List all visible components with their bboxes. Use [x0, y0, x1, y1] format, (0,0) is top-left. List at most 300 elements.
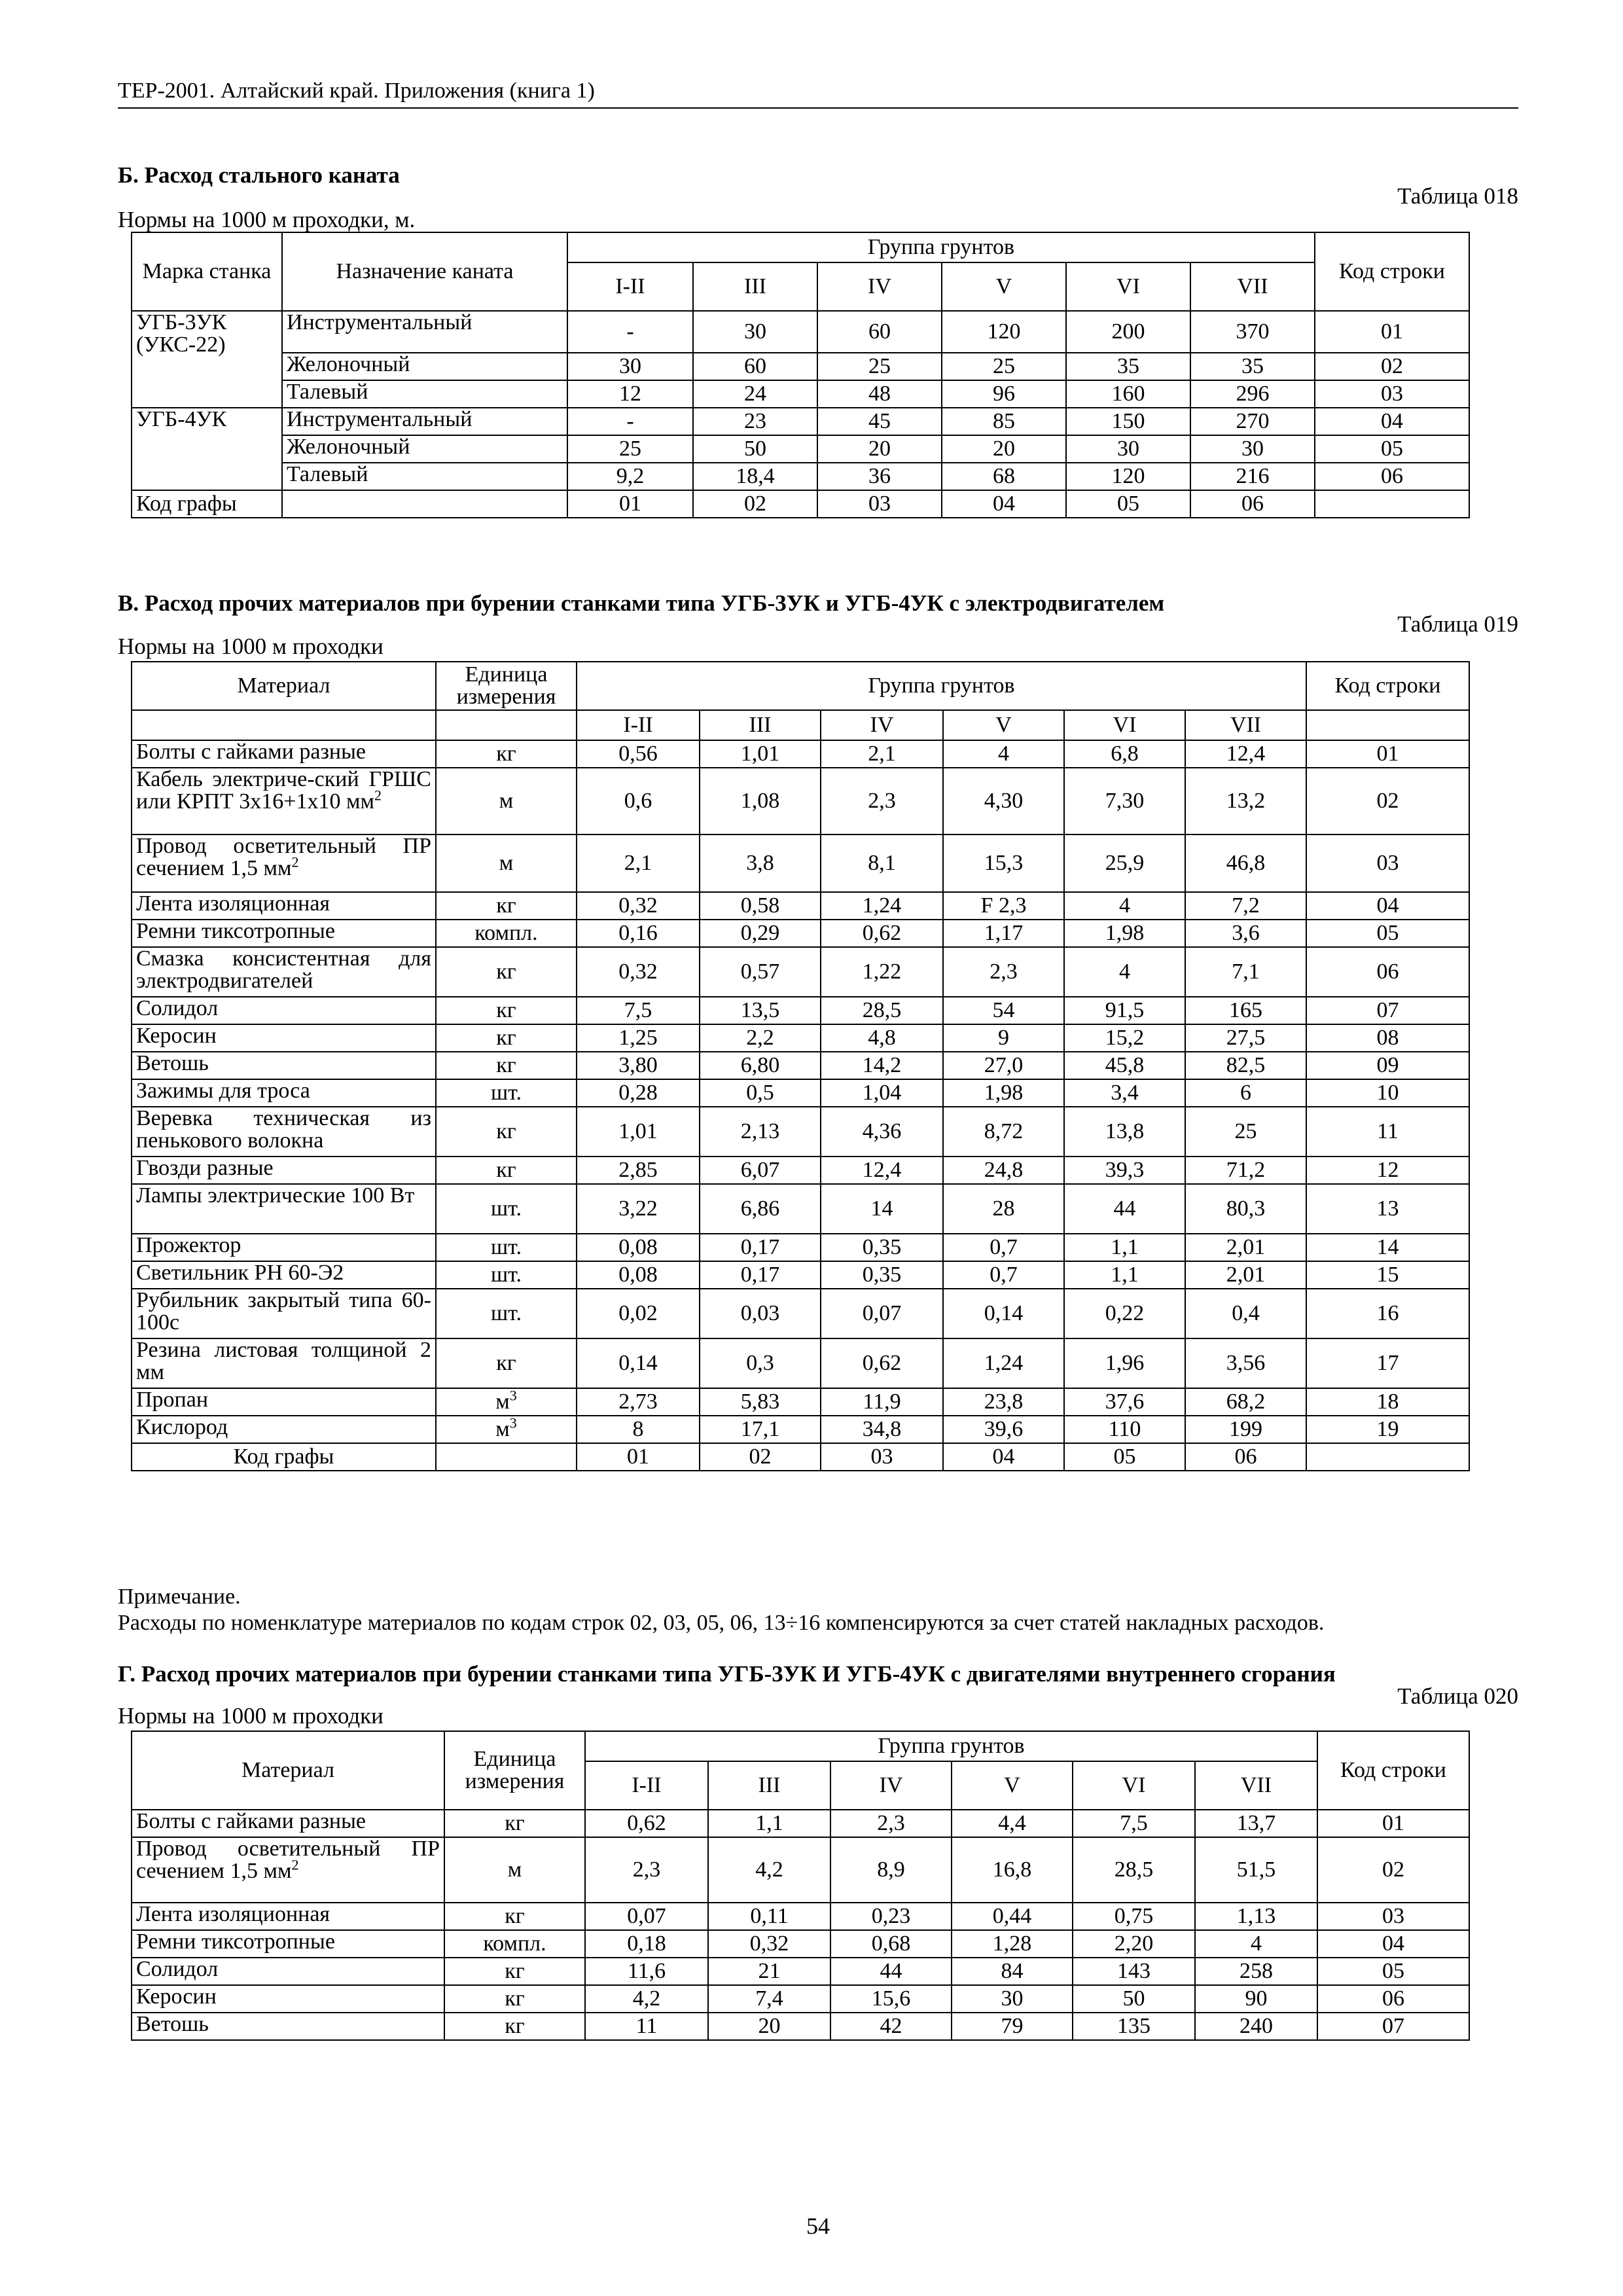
value-cell: 0,62: [585, 1810, 708, 1837]
section-g-title: Г. Расход прочих материалов при бурении станками типа УГБ-3УК И УГБ-4УК с двигателями внутреннего сгорания: [118, 1661, 1336, 1687]
value-cell: 1,96: [1064, 1338, 1185, 1388]
value-cell: 2,3: [830, 1810, 952, 1837]
value-cell: 1,13: [1195, 1903, 1317, 1930]
table-row: [132, 947, 1469, 997]
blank-cell: [132, 710, 436, 740]
column-code: 01: [567, 490, 693, 518]
value-cell: 3,4: [1064, 1079, 1185, 1107]
value-cell: 7,4: [708, 1985, 830, 2013]
value-cell: 25: [1185, 1107, 1306, 1157]
column-code: 03: [817, 490, 942, 518]
running-header: ТЕР-2001. Алтайский край. Приложения (книга 1): [118, 79, 1518, 109]
row-code: 17: [1306, 1338, 1469, 1388]
value-cell: 68: [942, 463, 1066, 490]
value-cell: 48: [817, 380, 942, 408]
value-cell: 2,3: [821, 768, 943, 834]
value-cell: 0,07: [585, 1903, 708, 1930]
value-cell: 6: [1185, 1079, 1306, 1107]
material-name: Болты с гайками разные: [132, 740, 436, 768]
value-cell: 80,3: [1185, 1184, 1306, 1234]
value-cell: 0,17: [700, 1234, 821, 1261]
material-name: Лента изоляционная: [132, 892, 436, 920]
value-cell: 3,6: [1185, 920, 1306, 947]
value-cell: 71,2: [1185, 1157, 1306, 1184]
row-code: 18: [1306, 1388, 1469, 1416]
value-cell: 2,1: [577, 834, 700, 892]
value-cell: 6,07: [700, 1157, 821, 1184]
table-row: [132, 740, 1469, 768]
group-col: VI: [1064, 710, 1185, 740]
column-code-label: Код графы: [132, 1443, 436, 1471]
value-cell: 165: [1185, 997, 1306, 1024]
value-cell: 1,25: [577, 1024, 700, 1052]
unit-cell: шт.: [436, 1184, 577, 1234]
row-code: 06: [1317, 1985, 1469, 2013]
unit-cell: м: [436, 768, 577, 834]
value-cell: 14,2: [821, 1052, 943, 1079]
group-col: VII: [1190, 262, 1315, 311]
value-cell: 8: [577, 1416, 700, 1443]
value-cell: 2,01: [1185, 1234, 1306, 1261]
rope-purpose: Талевый: [282, 463, 567, 490]
section-v-title: В. Расход прочих материалов при бурении станками типа УГБ-3УК и УГБ-4УК с электродвигателем: [118, 590, 1165, 616]
table-row: [132, 1261, 1469, 1289]
value-cell: 15,2: [1064, 1024, 1185, 1052]
value-cell: 30: [1190, 435, 1315, 463]
row-code: 08: [1306, 1024, 1469, 1052]
table-row: [132, 1052, 1469, 1079]
group-col: III: [708, 1761, 830, 1810]
value-cell: 135: [1073, 2013, 1195, 2040]
material-name: Светильник РН 60-Э2: [132, 1261, 436, 1289]
h-material: Материал: [132, 1731, 444, 1810]
value-cell: 0,35: [821, 1261, 943, 1289]
value-cell: 25: [567, 435, 693, 463]
row-code: 16: [1306, 1289, 1469, 1338]
column-code: 02: [693, 490, 817, 518]
value-cell: 1,1: [708, 1810, 830, 1837]
column-code-label: Код графы: [132, 490, 282, 518]
row-code: 05: [1317, 1958, 1469, 1985]
group-col: V: [943, 710, 1064, 740]
table-row: [132, 1388, 1469, 1416]
table-row: [132, 1184, 1469, 1234]
value-cell: 1,01: [577, 1107, 700, 1157]
value-cell: 270: [1190, 408, 1315, 435]
row-code: 06: [1315, 463, 1469, 490]
row-code: 09: [1306, 1052, 1469, 1079]
value-cell: 30: [1066, 435, 1190, 463]
column-code: 05: [1066, 490, 1190, 518]
material-name: Солидол: [132, 1958, 444, 1985]
h-soil-group: Группа грунтов: [585, 1731, 1317, 1761]
column-code: 06: [1185, 1443, 1306, 1471]
row-code: 06: [1306, 947, 1469, 997]
value-cell: 0,56: [577, 740, 700, 768]
unit-cell: м: [436, 834, 577, 892]
value-cell: 8,9: [830, 1837, 952, 1903]
value-cell: 1,24: [943, 1338, 1064, 1388]
material-name: Провод осветительный ПР сечением 1,5 $мм^2$: [132, 834, 436, 892]
value-cell: 12: [567, 380, 693, 408]
value-cell: 1,1: [1064, 1261, 1185, 1289]
value-cell: 28,5: [821, 997, 943, 1024]
value-cell: 2,85: [577, 1157, 700, 1184]
value-cell: 36: [817, 463, 942, 490]
row-code: 02: [1317, 1837, 1469, 1903]
column-code: 01: [577, 1443, 700, 1471]
table-row: [132, 920, 1469, 947]
row-code: 04: [1306, 892, 1469, 920]
table-019: [131, 661, 1470, 1471]
h-soil-group: Группа грунтов: [567, 232, 1315, 262]
value-cell: 2,01: [1185, 1261, 1306, 1289]
machine-brand: УГБ-3УК (УКС-22): [132, 311, 282, 408]
material-name: Керосин: [132, 1024, 436, 1052]
value-cell: 84: [952, 1958, 1073, 1985]
value-cell: 14: [821, 1184, 943, 1234]
unit-cell: кг: [444, 1958, 585, 1985]
value-cell: 0,14: [943, 1289, 1064, 1338]
value-cell: 0,32: [708, 1930, 830, 1958]
h-purpose: Назначение каната: [282, 232, 567, 311]
table-row: [132, 892, 1469, 920]
value-cell: 7,5: [577, 997, 700, 1024]
value-cell: 110: [1064, 1416, 1185, 1443]
value-cell: 18,4: [693, 463, 817, 490]
value-cell: 9: [943, 1024, 1064, 1052]
table-row: [132, 1930, 1469, 1958]
unit-cell: кг: [436, 1157, 577, 1184]
value-cell: 21: [708, 1958, 830, 1985]
value-cell: 296: [1190, 380, 1315, 408]
value-cell: 3,8: [700, 834, 821, 892]
table-row: [132, 408, 1469, 435]
table-018: [131, 232, 1470, 518]
value-cell: 96: [942, 380, 1066, 408]
value-cell: 17,1: [700, 1416, 821, 1443]
row-code: 02: [1315, 353, 1469, 380]
material-name: Веревка техническая из пенькового волокна: [132, 1107, 436, 1157]
value-cell: 15,6: [830, 1985, 952, 2013]
value-cell: 4,8: [821, 1024, 943, 1052]
table-row: [132, 834, 1469, 892]
value-cell: 24,8: [943, 1157, 1064, 1184]
table-row: [132, 380, 1469, 408]
rope-purpose: Желоночный: [282, 435, 567, 463]
table-row: [132, 1234, 1469, 1261]
value-cell: 7,30: [1064, 768, 1185, 834]
table-row: [132, 1416, 1469, 1443]
material-name: Керосин: [132, 1985, 444, 2013]
value-cell: 1,22: [821, 947, 943, 997]
table-row: [132, 1157, 1469, 1184]
row-code: 12: [1306, 1157, 1469, 1184]
group-col: VI: [1066, 262, 1190, 311]
blank-cell: [282, 490, 567, 518]
row-code: 03: [1315, 380, 1469, 408]
table-row: [132, 311, 1469, 353]
value-cell: 4: [943, 740, 1064, 768]
value-cell: 0,32: [577, 892, 700, 920]
value-cell: 12,4: [1185, 740, 1306, 768]
section-b-title: Б. Расход стального каната: [118, 162, 400, 188]
value-cell: 15,3: [943, 834, 1064, 892]
value-cell: 0,62: [821, 920, 943, 947]
material-name: Лента изоляционная: [132, 1903, 444, 1930]
group-col: V: [942, 262, 1066, 311]
value-cell: 0,4: [1185, 1289, 1306, 1338]
column-code: 06: [1190, 490, 1315, 518]
material-name: Прожектор: [132, 1234, 436, 1261]
blank-cell: [436, 1443, 577, 1471]
material-name: Пропан: [132, 1388, 436, 1416]
note-text: Расходы по номенклатуре материалов по кодам строк 02, 03, 05, 06, 13÷16 компенсируются за счет статей накладных расходов.: [118, 1611, 1325, 1635]
unit-cell: кг: [444, 1810, 585, 1837]
group-col: IV: [817, 262, 942, 311]
value-cell: 34,8: [821, 1416, 943, 1443]
value-cell: 0,7: [943, 1234, 1064, 1261]
value-cell: 370: [1190, 311, 1315, 353]
group-col: IV: [821, 710, 943, 740]
unit-cell: кг: [444, 1985, 585, 2013]
row-code: 01: [1317, 1810, 1469, 1837]
value-cell: 0,07: [821, 1289, 943, 1338]
value-cell: 0,29: [700, 920, 821, 947]
row-code: 02: [1306, 768, 1469, 834]
material-name: Зажимы для троса: [132, 1079, 436, 1107]
table-row: [132, 1107, 1469, 1157]
value-cell: 20: [708, 2013, 830, 2040]
group-col: VII: [1195, 1761, 1317, 1810]
unit-cell: шт.: [436, 1234, 577, 1261]
value-cell: 160: [1066, 380, 1190, 408]
value-cell: 50: [693, 435, 817, 463]
unit-cell: $м^3$: [436, 1388, 577, 1416]
value-cell: 0,08: [577, 1261, 700, 1289]
value-cell: 2,13: [700, 1107, 821, 1157]
table-row: [132, 997, 1469, 1024]
h-unit: Единица измерения: [436, 662, 577, 710]
value-cell: 9,2: [567, 463, 693, 490]
group-col: IV: [830, 1761, 952, 1810]
value-cell: 82,5: [1185, 1052, 1306, 1079]
value-cell: 4: [1064, 892, 1185, 920]
value-cell: 39,6: [943, 1416, 1064, 1443]
row-code: 14: [1306, 1234, 1469, 1261]
value-cell: 4,2: [585, 1985, 708, 2013]
table-row: [132, 1958, 1469, 1985]
value-cell: 16,8: [952, 1837, 1073, 1903]
value-cell: 199: [1185, 1416, 1306, 1443]
value-cell: 45: [817, 408, 942, 435]
note-title: Примечание.: [118, 1585, 241, 1609]
table-row: [132, 1079, 1469, 1107]
blank-cell: [1306, 710, 1469, 740]
value-cell: 120: [1066, 463, 1190, 490]
value-cell: 0,62: [821, 1338, 943, 1388]
superscript: 3: [509, 1387, 517, 1404]
value-cell: 0,16: [577, 920, 700, 947]
value-cell: 27,0: [943, 1052, 1064, 1079]
table-020-norm: Нормы на 1000 м проходки: [118, 1703, 383, 1729]
unit-cell: шт.: [436, 1261, 577, 1289]
value-cell: 143: [1073, 1958, 1195, 1985]
value-cell: 23,8: [943, 1388, 1064, 1416]
row-code: 11: [1306, 1107, 1469, 1157]
value-cell: 7,5: [1073, 1810, 1195, 1837]
unit-cell: компл.: [444, 1930, 585, 1958]
value-cell: 0,17: [700, 1261, 821, 1289]
value-cell: 1,01: [700, 740, 821, 768]
unit-cell: $м^3$: [436, 1416, 577, 1443]
blank-cell: [1306, 1443, 1469, 1471]
value-cell: 25: [817, 353, 942, 380]
table-019-norm: Нормы на 1000 м проходки: [118, 634, 383, 659]
value-cell: 23: [693, 408, 817, 435]
material-name: Ветошь: [132, 1052, 436, 1079]
row-code: 15: [1306, 1261, 1469, 1289]
material-name: Ремни тиксотропные: [132, 920, 436, 947]
material-name: Лампы электрические 100 Вт: [132, 1184, 436, 1234]
value-cell: 0,7: [943, 1261, 1064, 1289]
value-cell: 1,04: [821, 1079, 943, 1107]
value-cell: 0,28: [577, 1079, 700, 1107]
value-cell: 7,1: [1185, 947, 1306, 997]
unit-cell: шт.: [436, 1079, 577, 1107]
unit-cell: кг: [436, 740, 577, 768]
superscript: 2: [291, 853, 299, 870]
table-row: [132, 768, 1469, 834]
group-col: I-II: [577, 710, 700, 740]
value-cell: 51,5: [1195, 1837, 1317, 1903]
value-cell: 2,3: [943, 947, 1064, 997]
table-row: [132, 1289, 1469, 1338]
group-col: III: [700, 710, 821, 740]
value-cell: 27,5: [1185, 1024, 1306, 1052]
value-cell: 30: [567, 353, 693, 380]
row-code: 04: [1315, 408, 1469, 435]
group-col: I-II: [585, 1761, 708, 1810]
row-code: 19: [1306, 1416, 1469, 1443]
value-cell: 2,3: [585, 1837, 708, 1903]
material-name: Кабель электриче-ский ГРШС или КРПТ 3х16+1х10 $мм^2$: [132, 768, 436, 834]
value-cell: 20: [817, 435, 942, 463]
value-cell: 6,86: [700, 1184, 821, 1234]
column-code: 04: [943, 1443, 1064, 1471]
value-cell: 1,1: [1064, 1234, 1185, 1261]
value-cell: 28: [943, 1184, 1064, 1234]
row-code: 10: [1306, 1079, 1469, 1107]
unit-cell: кг: [444, 2013, 585, 2040]
value-cell: 1,08: [700, 768, 821, 834]
value-cell: 0,08: [577, 1234, 700, 1261]
table-row: [132, 490, 1469, 518]
value-cell: 11,9: [821, 1388, 943, 1416]
value-cell: 0,44: [952, 1903, 1073, 1930]
table-row: [132, 1985, 1469, 2013]
table-row: [132, 1810, 1469, 1837]
h-machine: Марка станка: [132, 232, 282, 311]
material-name: Ветошь: [132, 2013, 444, 2040]
table-row: [132, 353, 1469, 380]
value-cell: 11: [585, 2013, 708, 2040]
group-col: III: [693, 262, 817, 311]
unit-cell: компл.: [436, 920, 577, 947]
material-name: Рубильник закрытый типа 60-100с: [132, 1289, 436, 1338]
material-name: Кислород: [132, 1416, 436, 1443]
value-cell: 2,1: [821, 740, 943, 768]
value-cell: 42: [830, 2013, 952, 2040]
unit-cell: кг: [436, 997, 577, 1024]
value-cell: 7,2: [1185, 892, 1306, 920]
value-cell: 2,20: [1073, 1930, 1195, 1958]
value-cell: 4,2: [708, 1837, 830, 1903]
value-cell: 39,3: [1064, 1157, 1185, 1184]
value-cell: 28,5: [1073, 1837, 1195, 1903]
table-018-norm: Нормы на 1000 м проходки, м.: [118, 207, 416, 232]
unit-cell: кг: [436, 1024, 577, 1052]
value-cell: 3,56: [1185, 1338, 1306, 1388]
unit-cell: шт.: [436, 1289, 577, 1338]
row-code: 01: [1306, 740, 1469, 768]
material-name: Резина листовая толщиной 2 мм: [132, 1338, 436, 1388]
value-cell: 4,4: [952, 1810, 1073, 1837]
table-row: [132, 2013, 1469, 2040]
value-cell: 0,3: [700, 1338, 821, 1388]
value-cell: 120: [942, 311, 1066, 353]
blank-cell: [436, 710, 577, 740]
value-cell: 4,36: [821, 1107, 943, 1157]
row-code: 05: [1315, 435, 1469, 463]
unit-cell: кг: [436, 892, 577, 920]
h-soil-group: Группа грунтов: [577, 662, 1306, 710]
value-cell: 85: [942, 408, 1066, 435]
table-019-label: Таблица 019: [1397, 611, 1518, 637]
column-code: 05: [1064, 1443, 1185, 1471]
value-cell: 0,03: [700, 1289, 821, 1338]
value-cell: 200: [1066, 311, 1190, 353]
value-cell: 60: [817, 311, 942, 353]
value-cell: 1,98: [943, 1079, 1064, 1107]
h-row-code: Код строки: [1317, 1731, 1469, 1810]
superscript: 2: [374, 787, 382, 804]
unit-cell: кг: [436, 1107, 577, 1157]
value-cell: 54: [943, 997, 1064, 1024]
group-col: V: [952, 1761, 1073, 1810]
table-020: [131, 1731, 1470, 2041]
value-cell: 11,6: [585, 1958, 708, 1985]
machine-brand: УГБ-4УК: [132, 408, 282, 490]
value-cell: 0,14: [577, 1338, 700, 1388]
value-cell: 5,83: [700, 1388, 821, 1416]
column-code: 02: [700, 1443, 821, 1471]
value-cell: 0,75: [1073, 1903, 1195, 1930]
material-name: Смазка консистентная для электродвигателей: [132, 947, 436, 997]
value-cell: 25: [942, 353, 1066, 380]
h-material: Материал: [132, 662, 436, 710]
value-cell: 0,18: [585, 1930, 708, 1958]
column-code: 03: [821, 1443, 943, 1471]
value-cell: -: [567, 311, 693, 353]
value-cell: 13,8: [1064, 1107, 1185, 1157]
value-cell: 68,2: [1185, 1388, 1306, 1416]
value-cell: 0,58: [700, 892, 821, 920]
value-cell: 258: [1195, 1958, 1317, 1985]
value-cell: 0,57: [700, 947, 821, 997]
rope-purpose: Желоночный: [282, 353, 567, 380]
value-cell: 20: [942, 435, 1066, 463]
